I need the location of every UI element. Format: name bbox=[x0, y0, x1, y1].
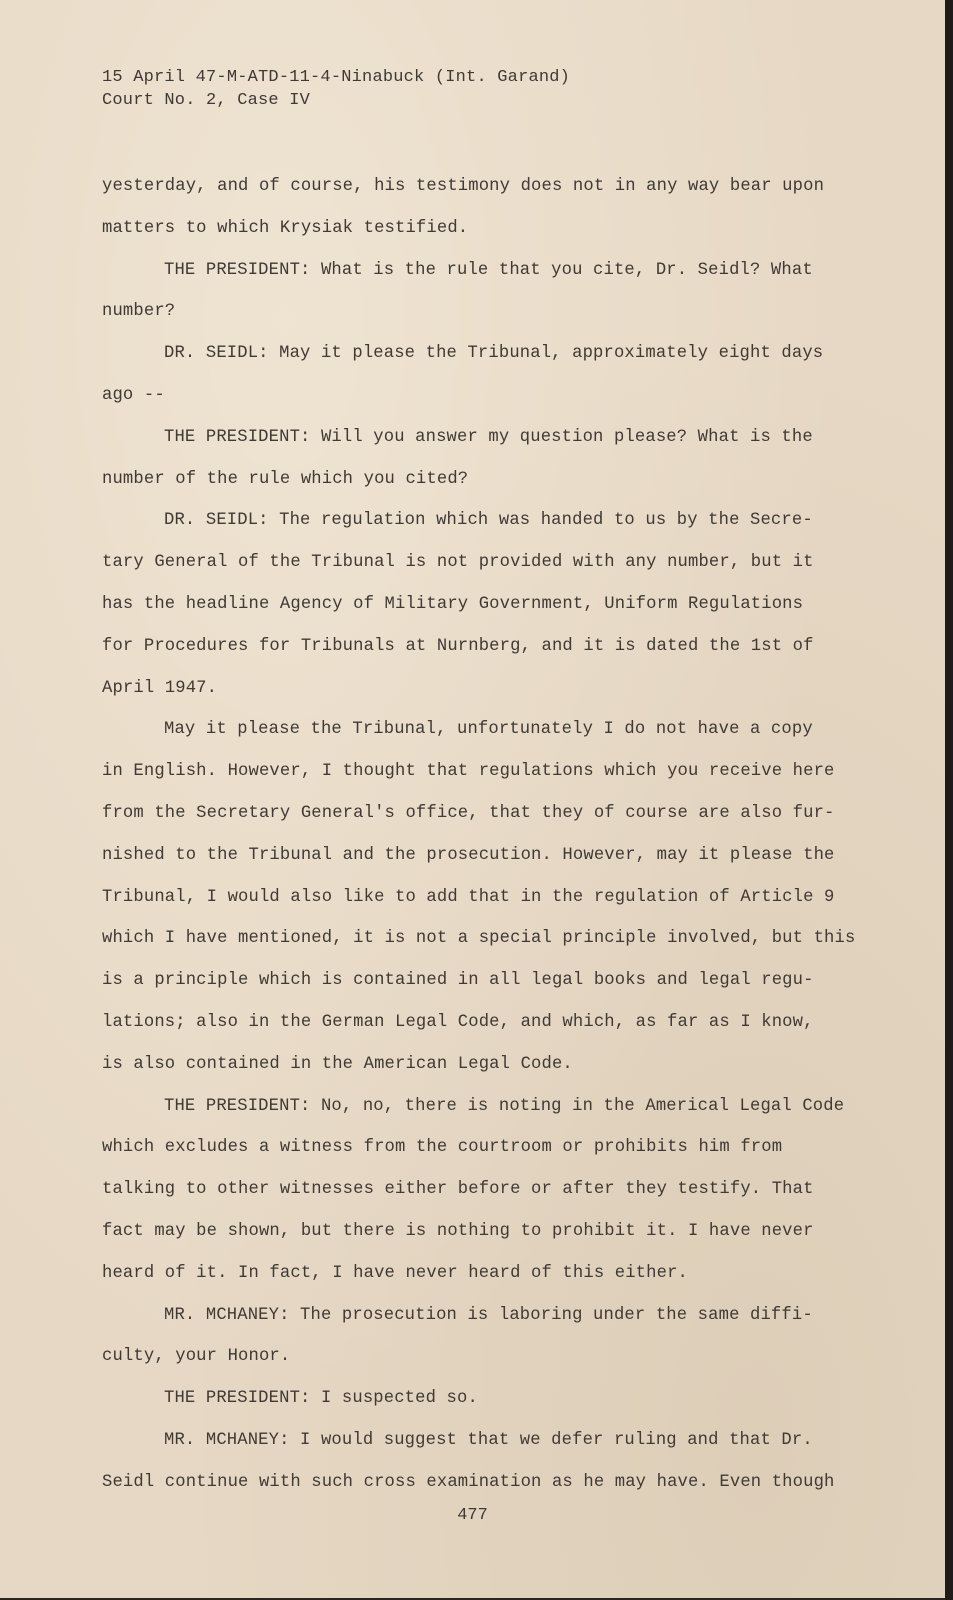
transcript-line: for Procedures for Tribunals at Nurnberg, and it is dated the 1st of bbox=[102, 636, 814, 656]
transcript-line: THE PRESIDENT: What is the rule that you cite, Dr. Seidl? What bbox=[164, 260, 813, 280]
transcript-line: THE PRESIDENT: I suspected so. bbox=[164, 1389, 478, 1409]
transcript-line: from the Secretary General's office, that they of course are also fur- bbox=[102, 803, 835, 823]
transcript-line: MR. MCHANEY: I would suggest that we defer ruling and that Dr. bbox=[164, 1430, 813, 1450]
transcript-line: yesterday, and of course, his testimony does not in any way bear upon bbox=[102, 177, 825, 196]
transcript-line: matters to which Krysiak testified. bbox=[102, 218, 469, 238]
transcript-lines bbox=[102, 166, 856, 1504]
transcript-line: which I have mentioned, it is not a special principle involved, but this bbox=[102, 929, 856, 949]
transcript-line: number of the rule which you cited? bbox=[102, 469, 469, 489]
transcript-line: May it please the Tribunal, unfortunately I do not have a copy bbox=[164, 720, 813, 740]
transcript-line: DR. SEIDL: The regulation which was handed to us by the Secre- bbox=[164, 511, 813, 531]
transcript-line: THE PRESIDENT: Will you answer my question please? What is the bbox=[164, 427, 813, 447]
page-number: 477 bbox=[457, 1506, 488, 1525]
transcript-line: nished to the Tribunal and the prosecution. However, may it please the bbox=[102, 845, 835, 865]
transcript-line: THE PRESIDENT: No, no, there is noting in the Americal Legal Code bbox=[164, 1096, 845, 1116]
transcript-line: lations; also in the German Legal Code, and which, as far as I know, bbox=[102, 1012, 814, 1032]
transcript-line: fact may be shown, but there is nothing to prohibit it. I have never bbox=[102, 1221, 814, 1241]
transcript-line: in English. However, I thought that regulations which you receive here bbox=[102, 762, 835, 782]
header-line-2: Court No. 2, Case IV bbox=[102, 91, 311, 110]
page-edge-shadow bbox=[945, 0, 953, 1600]
transcript-line: Seidl continue with such cross examination as he may have. Even though bbox=[102, 1472, 835, 1492]
transcript-line: is a principle which is contained in all legal books and legal regu- bbox=[102, 971, 814, 991]
document-header bbox=[102, 66, 570, 112]
transcript-line: talking to other witnesses either before or after they testify. That bbox=[102, 1180, 814, 1200]
transcript-line: is also contained in the American Legal Code. bbox=[102, 1054, 573, 1074]
transcript-line: April 1947. bbox=[102, 678, 218, 698]
transcript-line: tary General of the Tribunal is not provided with any number, but it bbox=[102, 553, 814, 573]
transcript-line: DR. SEIDL: May it please the Tribunal, approximately eight days bbox=[164, 344, 824, 364]
transcript-line: which excludes a witness from the courtroom or prohibits him from bbox=[102, 1138, 783, 1158]
transcript-line: culty, your Honor. bbox=[102, 1347, 291, 1367]
transcript-line: has the headline Agency of Military Government, Uniform Regulations bbox=[102, 594, 804, 614]
header-line-1: 15 April 47-M-ATD-11-4-Ninabuck (Int. Garand) bbox=[102, 68, 571, 87]
transcript-line: MR. MCHANEY: The prosecution is laboring under the same diffi- bbox=[164, 1305, 813, 1325]
transcript-line: Tribunal, I would also like to add that in the regulation of Article 9 bbox=[102, 887, 835, 907]
transcript-line: number? bbox=[102, 302, 176, 322]
transcript-line: ago -- bbox=[102, 385, 165, 405]
transcript-line: heard of it. In fact, I have never heard of this either. bbox=[102, 1263, 688, 1283]
transcript-body bbox=[102, 166, 856, 1504]
